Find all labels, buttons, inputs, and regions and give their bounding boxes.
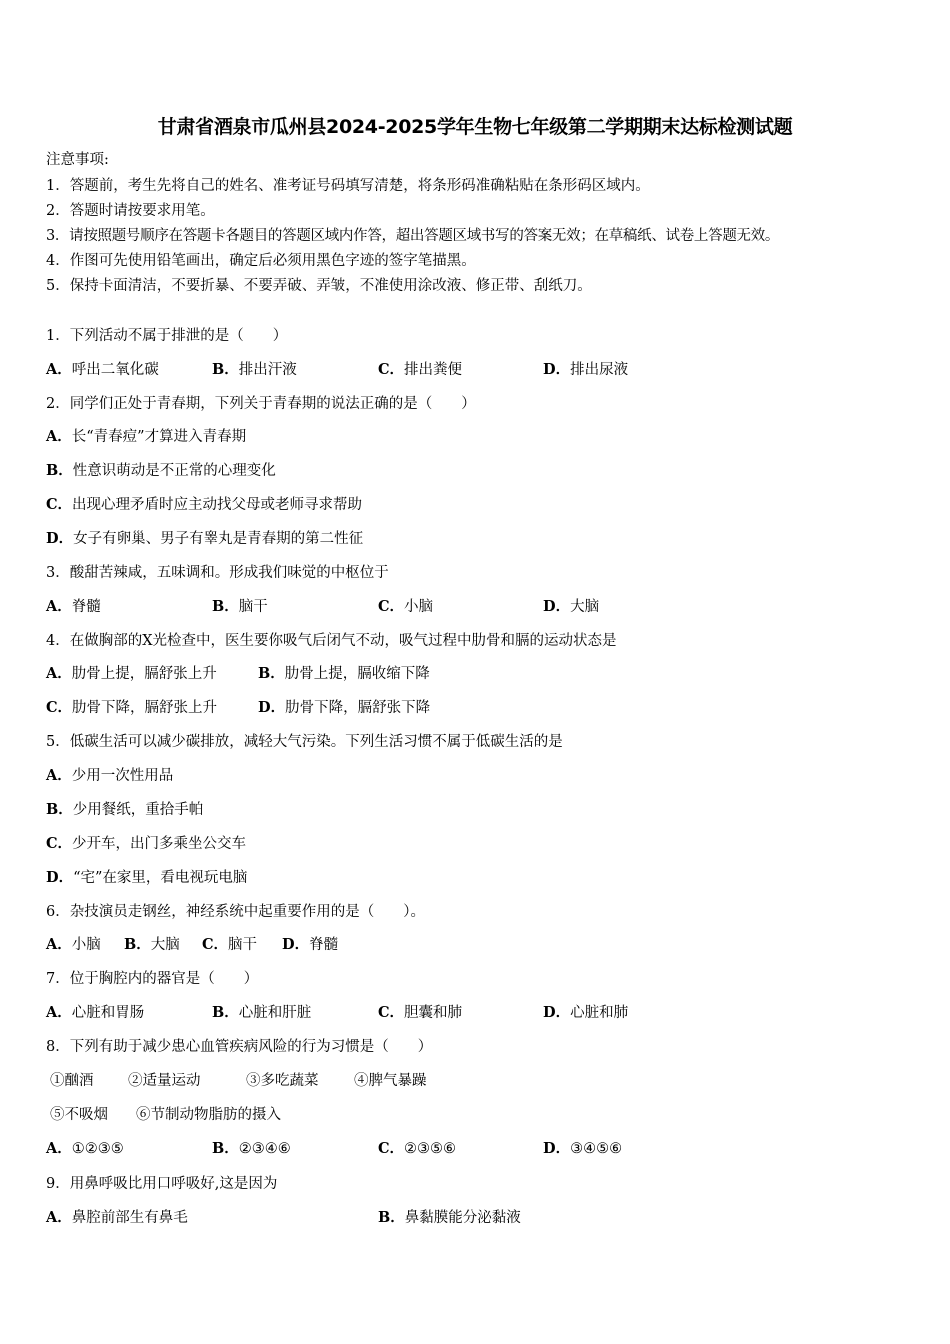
question-stem: 5．低碳生活可以减少碳排放，减轻大气污染。下列生活习惯不属于低碳生活的是	[46, 734, 563, 750]
option-c: C．少开车，出门多乘坐公交车	[46, 835, 247, 852]
question-stem: 8．下列有助于减少患心血管疾病风险的行为习惯是（ ）	[46, 1039, 433, 1055]
option-b: B．鼻黏膜能分泌黏液	[378, 1209, 521, 1226]
option-d: D．③④⑤⑥	[543, 1140, 623, 1157]
notice-item: 1．答题前，考生先将自己的姓名、准考证号码填写清楚，将条形码准确粘贴在条形码区域内。	[46, 178, 650, 194]
option-d: D．心脏和肺	[543, 1004, 629, 1021]
notice-item: 2．答题时请按要求用笔。	[46, 203, 215, 219]
statement-item: ②适量运动	[128, 1073, 201, 1089]
question-stem: 1．下列活动不属于排泄的是（ ）	[46, 328, 288, 344]
option-b: B．少用餐纸，重拾手帕	[46, 801, 204, 818]
option-a: A．肋骨上提，膈舒张上升	[46, 665, 217, 682]
option-a: A．脊髓	[46, 598, 101, 615]
option-b: B．大脑	[124, 936, 180, 953]
option-b: B．排出汗液	[212, 361, 297, 378]
notice-heading: 注意事项:	[46, 152, 109, 168]
option-a: A．长“青春痘”才算进入青春期	[46, 428, 247, 445]
question-stem: 7．位于胸腔内的器官是（ ）	[46, 971, 259, 987]
notice-item: 4．作图可先使用铅笔画出，确定后必须用黑色字迹的签字笔描黑。	[46, 253, 476, 269]
statement-item: ⑤不吸烟	[50, 1107, 108, 1123]
question-stem: 2．同学们正处于青春期，下列关于青春期的说法正确的是（ ）	[46, 396, 476, 412]
option-b: B．性意识萌动是不正常的心理变化	[46, 462, 276, 479]
question-stem: 4．在做胸部的X光检查中，医生要你吸气后闭气不动，吸气过程中肋骨和膈的运动状态是	[46, 633, 617, 649]
statement-item: ①酗酒	[50, 1073, 94, 1089]
option-b: B．肋骨上提，膈收缩下降	[258, 665, 430, 682]
question-stem: 9．用鼻呼吸比用口呼吸好,这是因为	[46, 1176, 278, 1192]
option-d: D．大脑	[543, 598, 600, 615]
option-c: C．脑干	[202, 936, 258, 953]
option-c: C．出现心理矛盾时应主动找父母或老师寻求帮助	[46, 496, 363, 513]
question-stem: 3．酸甜苦辣咸，五味调和。形成我们味觉的中枢位于	[46, 565, 389, 581]
option-a: A．心脏和胃肠	[46, 1004, 145, 1021]
option-d: D．肋骨下降，膈舒张下降	[258, 699, 431, 716]
option-a: A．少用一次性用品	[46, 767, 174, 784]
option-a: A．鼻腔前部生有鼻毛	[46, 1209, 188, 1226]
option-d: D．“宅”在家里，看电视玩电脑	[46, 869, 248, 886]
option-a: A．①②③⑤	[46, 1140, 124, 1157]
option-b: B．脑干	[212, 598, 268, 615]
option-a: A．呼出二氧化碳	[46, 361, 159, 378]
statement-item: ⑥节制动物脂肪的摄入	[136, 1107, 281, 1123]
option-c: C．排出粪便	[378, 361, 463, 378]
notice-item: 5．保持卡面清洁，不要折暴、不要弄破、弄皱，不准使用涂改液、修正带、刮纸刀。	[46, 278, 592, 294]
option-c: C．小脑	[378, 598, 434, 615]
option-c: C．②③⑤⑥	[378, 1140, 457, 1157]
notice-item: 3．请按照题号顺序在答题卡各题目的答题区域内作答，超出答题区域书写的答案无效；在草稿纸、试卷上答题无效。	[46, 228, 780, 244]
option-b: B．心脏和肝脏	[212, 1004, 312, 1021]
option-d: D．脊髓	[282, 936, 339, 953]
option-a: A．小脑	[46, 936, 101, 953]
option-c: C．肋骨下降，膈舒张上升	[46, 699, 218, 716]
option-d: D．女子有卵巢、男子有睾丸是青春期的第二性征	[46, 530, 364, 547]
option-b: B．②③④⑥	[212, 1140, 291, 1157]
page-title: 甘肃省酒泉市瓜州县2024-2025学年生物七年级第二学期期末达标检测试题	[157, 116, 793, 138]
option-d: D．排出尿液	[543, 361, 629, 378]
option-c: C．胆囊和肺	[378, 1004, 463, 1021]
statement-item: ④脾气暴躁	[354, 1073, 427, 1089]
statement-item: ③多吃蔬菜	[246, 1073, 319, 1089]
question-stem: 6．杂技演员走钢丝，神经系统中起重要作用的是（ ）。	[46, 904, 425, 920]
